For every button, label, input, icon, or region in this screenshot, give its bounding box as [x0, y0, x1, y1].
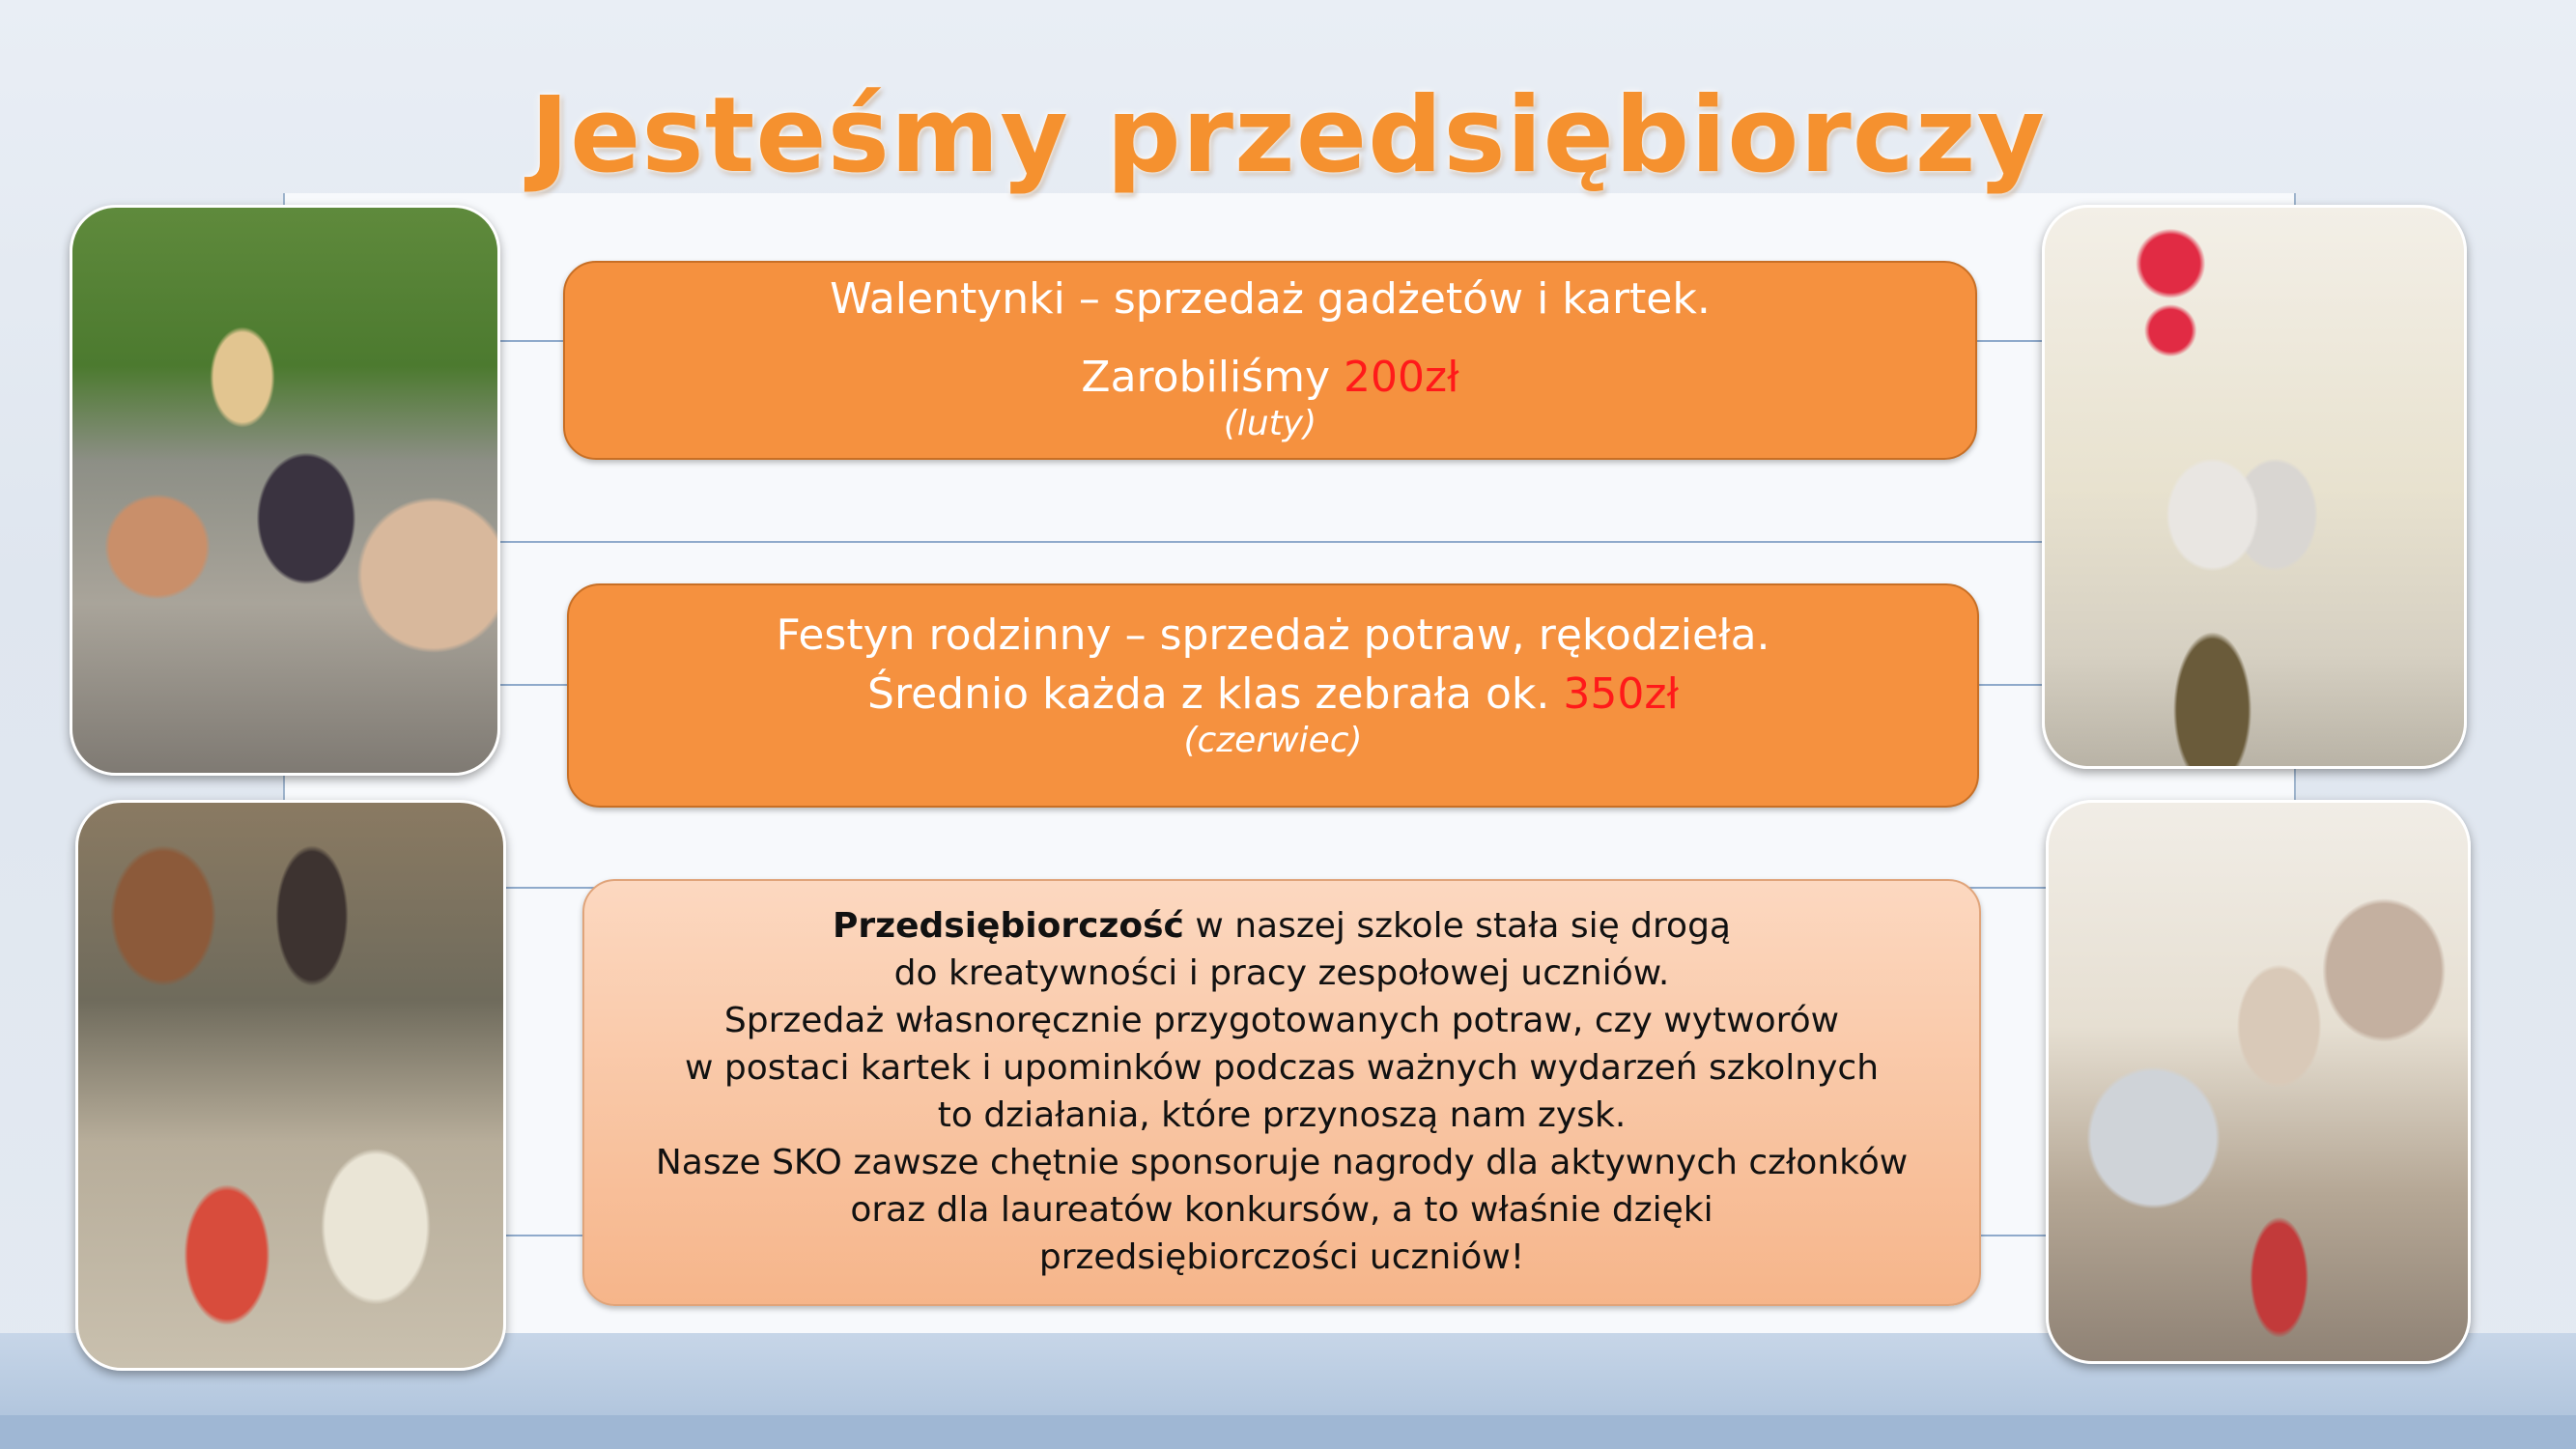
text-line: Nasze SKO zawsze chętnie sponsoruje nagrody dla aktywnych członków — [655, 1143, 1909, 1182]
entrepreneurship-box — [582, 879, 1981, 1306]
valentines-earnings — [565, 353, 1975, 404]
card-sale-photo — [2046, 800, 2471, 1364]
text-line: oraz dla laureatów konkursów, a to właśnie dzięki — [850, 1190, 1713, 1230]
text-line: to działania, które przynoszą nam zysk. — [937, 1095, 1627, 1135]
valentine-stand-photo — [2042, 205, 2467, 769]
food-sale-photo — [75, 800, 506, 1371]
festival-month: (czerwiec) — [1183, 720, 1363, 760]
text-line: Sprzedaż własnoręcznie przygotowanych potraw, czy wytworów — [723, 1001, 1840, 1040]
valentines-box — [563, 261, 1977, 460]
festival-earnings — [569, 669, 1977, 721]
earnings-amount: 350zł — [1563, 668, 1679, 719]
footer-band-dark — [0, 1415, 2576, 1449]
text-line — [584, 902, 1979, 950]
entrepreneurship-text — [584, 881, 1979, 1281]
bold-keyword: Przedsiębiorczość — [833, 906, 1184, 946]
festival-crowd-photo — [70, 205, 500, 776]
text-fragment: w naszej szkole stała się drogą — [1183, 906, 1731, 946]
text-line: w postaci kartek i upominków podczas ważnych wydarzeń szkolnych — [684, 1048, 1880, 1088]
connector-line — [283, 541, 2292, 543]
text-line: do kreatywności i pracy zespołowej uczniów. — [893, 953, 1670, 993]
earnings-label: Zarobiliśmy — [1081, 352, 1344, 402]
earnings-amount: 200zł — [1343, 352, 1459, 402]
festival-box — [567, 583, 1979, 808]
valentines-month: (luty) — [1223, 403, 1317, 443]
valentines-description: Walentynki – sprzedaż gadżetów i kartek. — [830, 274, 1711, 324]
festival-description: Festyn rodzinny – sprzedaż potraw, rękodzieła. — [776, 611, 1770, 660]
earnings-label: Średnio każda z klas zebrała ok. — [867, 668, 1564, 719]
text-line: przedsiębiorczości uczniów! — [1038, 1237, 1525, 1277]
slide-title: Jesteśmy przedsiębiorczy — [529, 75, 2046, 196]
